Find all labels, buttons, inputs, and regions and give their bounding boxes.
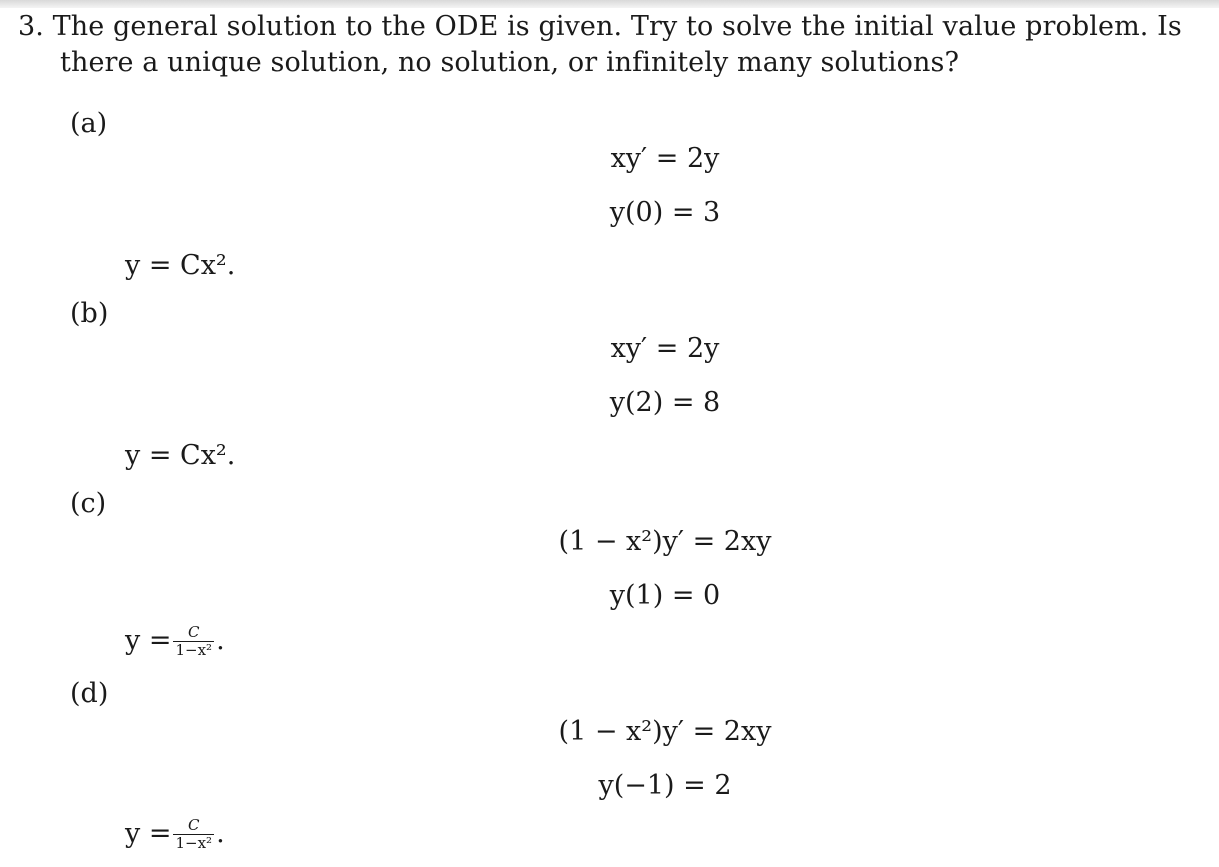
part-b-initial-condition: y(2) = 8 bbox=[609, 387, 721, 418]
part-d-solution-denominator: 1−x² bbox=[175, 834, 213, 852]
problem-statement-line-1: 3. The general solution to the ODE is given. Try to solve the initial value problem. Is bbox=[18, 11, 1182, 42]
part-d-solution bbox=[125, 817, 225, 852]
part-d-solution-numerator: C bbox=[173, 817, 214, 835]
part-c-solution-denominator: 1−x² bbox=[175, 641, 213, 659]
part-c-solution-period: . bbox=[216, 625, 225, 656]
problem-statement-line-2: there a unique solution, no solution, or infinitely many solutions? bbox=[60, 47, 960, 78]
part-b-equation: xy′ = 2y bbox=[610, 333, 720, 364]
part-c-solution-numerator: C bbox=[173, 624, 214, 642]
part-a-label: (a) bbox=[70, 108, 108, 139]
part-c-solution bbox=[125, 624, 225, 659]
part-d-solution-lhs: y = bbox=[125, 818, 172, 849]
part-d-solution-fraction bbox=[173, 817, 214, 852]
part-c-solution-fraction bbox=[173, 624, 214, 659]
part-d-initial-condition: y(−1) = 2 bbox=[598, 770, 732, 801]
part-a-initial-condition: y(0) = 3 bbox=[609, 197, 721, 228]
part-d-equation: (1 − x²)y′ = 2xy bbox=[558, 716, 772, 747]
top-edge bbox=[0, 0, 1219, 8]
part-b-solution: y = Cx². bbox=[125, 440, 236, 471]
part-a-solution: y = Cx². bbox=[125, 250, 236, 281]
part-c-label: (c) bbox=[70, 488, 107, 519]
part-a-equation: xy′ = 2y bbox=[610, 143, 720, 174]
part-b-label: (b) bbox=[70, 298, 109, 329]
part-c-solution-lhs: y = bbox=[125, 625, 172, 656]
part-d-solution-period: . bbox=[216, 818, 225, 849]
part-c-equation: (1 − x²)y′ = 2xy bbox=[558, 526, 772, 557]
part-d-label: (d) bbox=[70, 678, 109, 709]
part-c-initial-condition: y(1) = 0 bbox=[609, 580, 721, 611]
